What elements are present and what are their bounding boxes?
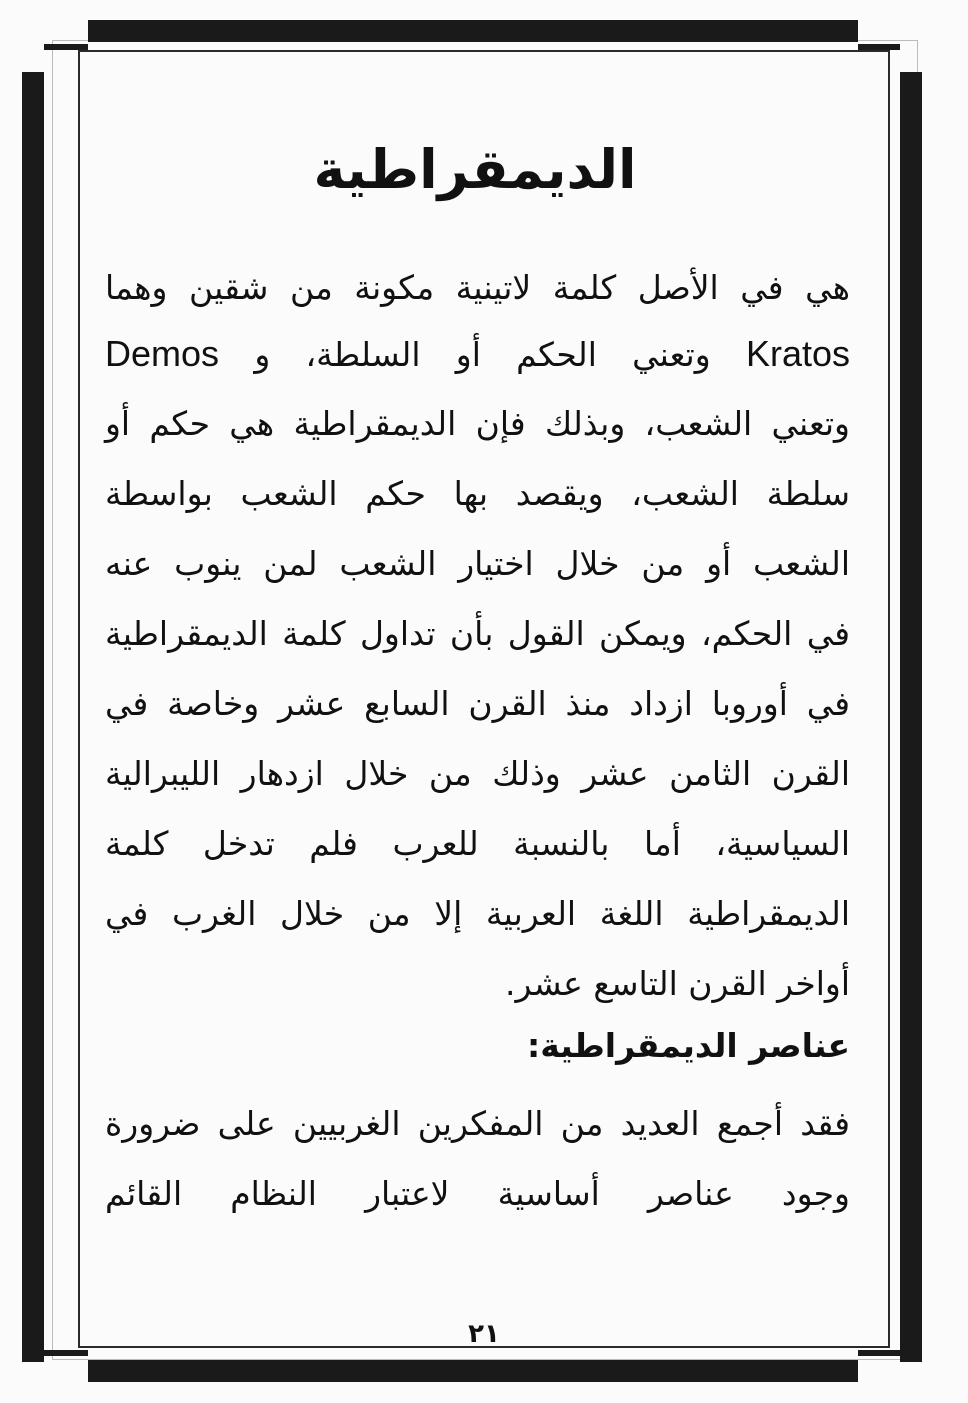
section-line-2: وجود عناصر أساسية لاعتبار النظام القائم bbox=[105, 1174, 850, 1213]
frame-bottom-bar bbox=[88, 1360, 858, 1382]
frame-right-bar bbox=[900, 72, 922, 1362]
paragraph-line-4: سلطة الشعب، ويقصد بها حكم الشعب بواسطة bbox=[105, 474, 850, 513]
term-kratos: Kratos bbox=[745, 333, 850, 374]
section-line-1: فقد أجمع العديد من المفكرين الغربيين على ضرورة bbox=[105, 1104, 850, 1143]
page-title: الديمقراطية bbox=[313, 138, 637, 201]
paragraph-line-2 bbox=[105, 326, 850, 383]
paragraph-line-1: هي في الأصل كلمة لاتينية مكونة من شقين وهما bbox=[105, 268, 850, 307]
frame-top-bar bbox=[88, 20, 858, 42]
paragraph-line-3: وتعني الشعب، وبذلك فإن الديمقراطية هي حكم أو bbox=[105, 404, 850, 443]
paragraph-line-2-text: وتعني الحكم أو السلطة، و bbox=[254, 335, 711, 374]
paragraph-line-7: في أوروبا ازداد منذ القرن السابع عشر وخاصة في bbox=[105, 684, 850, 723]
paragraph-line-6: في الحكم، ويمكن القول بأن تداول كلمة الديمقراطية bbox=[105, 614, 850, 653]
paragraph-line-10: الديمقراطية اللغة العربية إلا من خلال الغرب في bbox=[105, 894, 850, 933]
frame-corner-bottom-left bbox=[44, 1350, 88, 1356]
frame-corner-bottom-right bbox=[858, 1350, 900, 1356]
term-demos: Demos bbox=[105, 333, 220, 374]
paragraph-line-9: السياسية، أما بالنسبة للعرب فلم تدخل كلمة bbox=[105, 824, 850, 863]
section-subheading: عناصر الديمقراطية: bbox=[527, 1026, 850, 1065]
frame-left-bar bbox=[22, 72, 44, 1362]
page-number: ٢١ bbox=[468, 1319, 500, 1349]
paragraph-line-8: القرن الثامن عشر وذلك من خلال ازدهار الليبرالية bbox=[105, 754, 850, 793]
paragraph-line-11: أواخر القرن التاسع عشر. bbox=[505, 964, 850, 1003]
paragraph-line-5: الشعب أو من خلال اختيار الشعب لمن ينوب عنه bbox=[105, 544, 850, 583]
